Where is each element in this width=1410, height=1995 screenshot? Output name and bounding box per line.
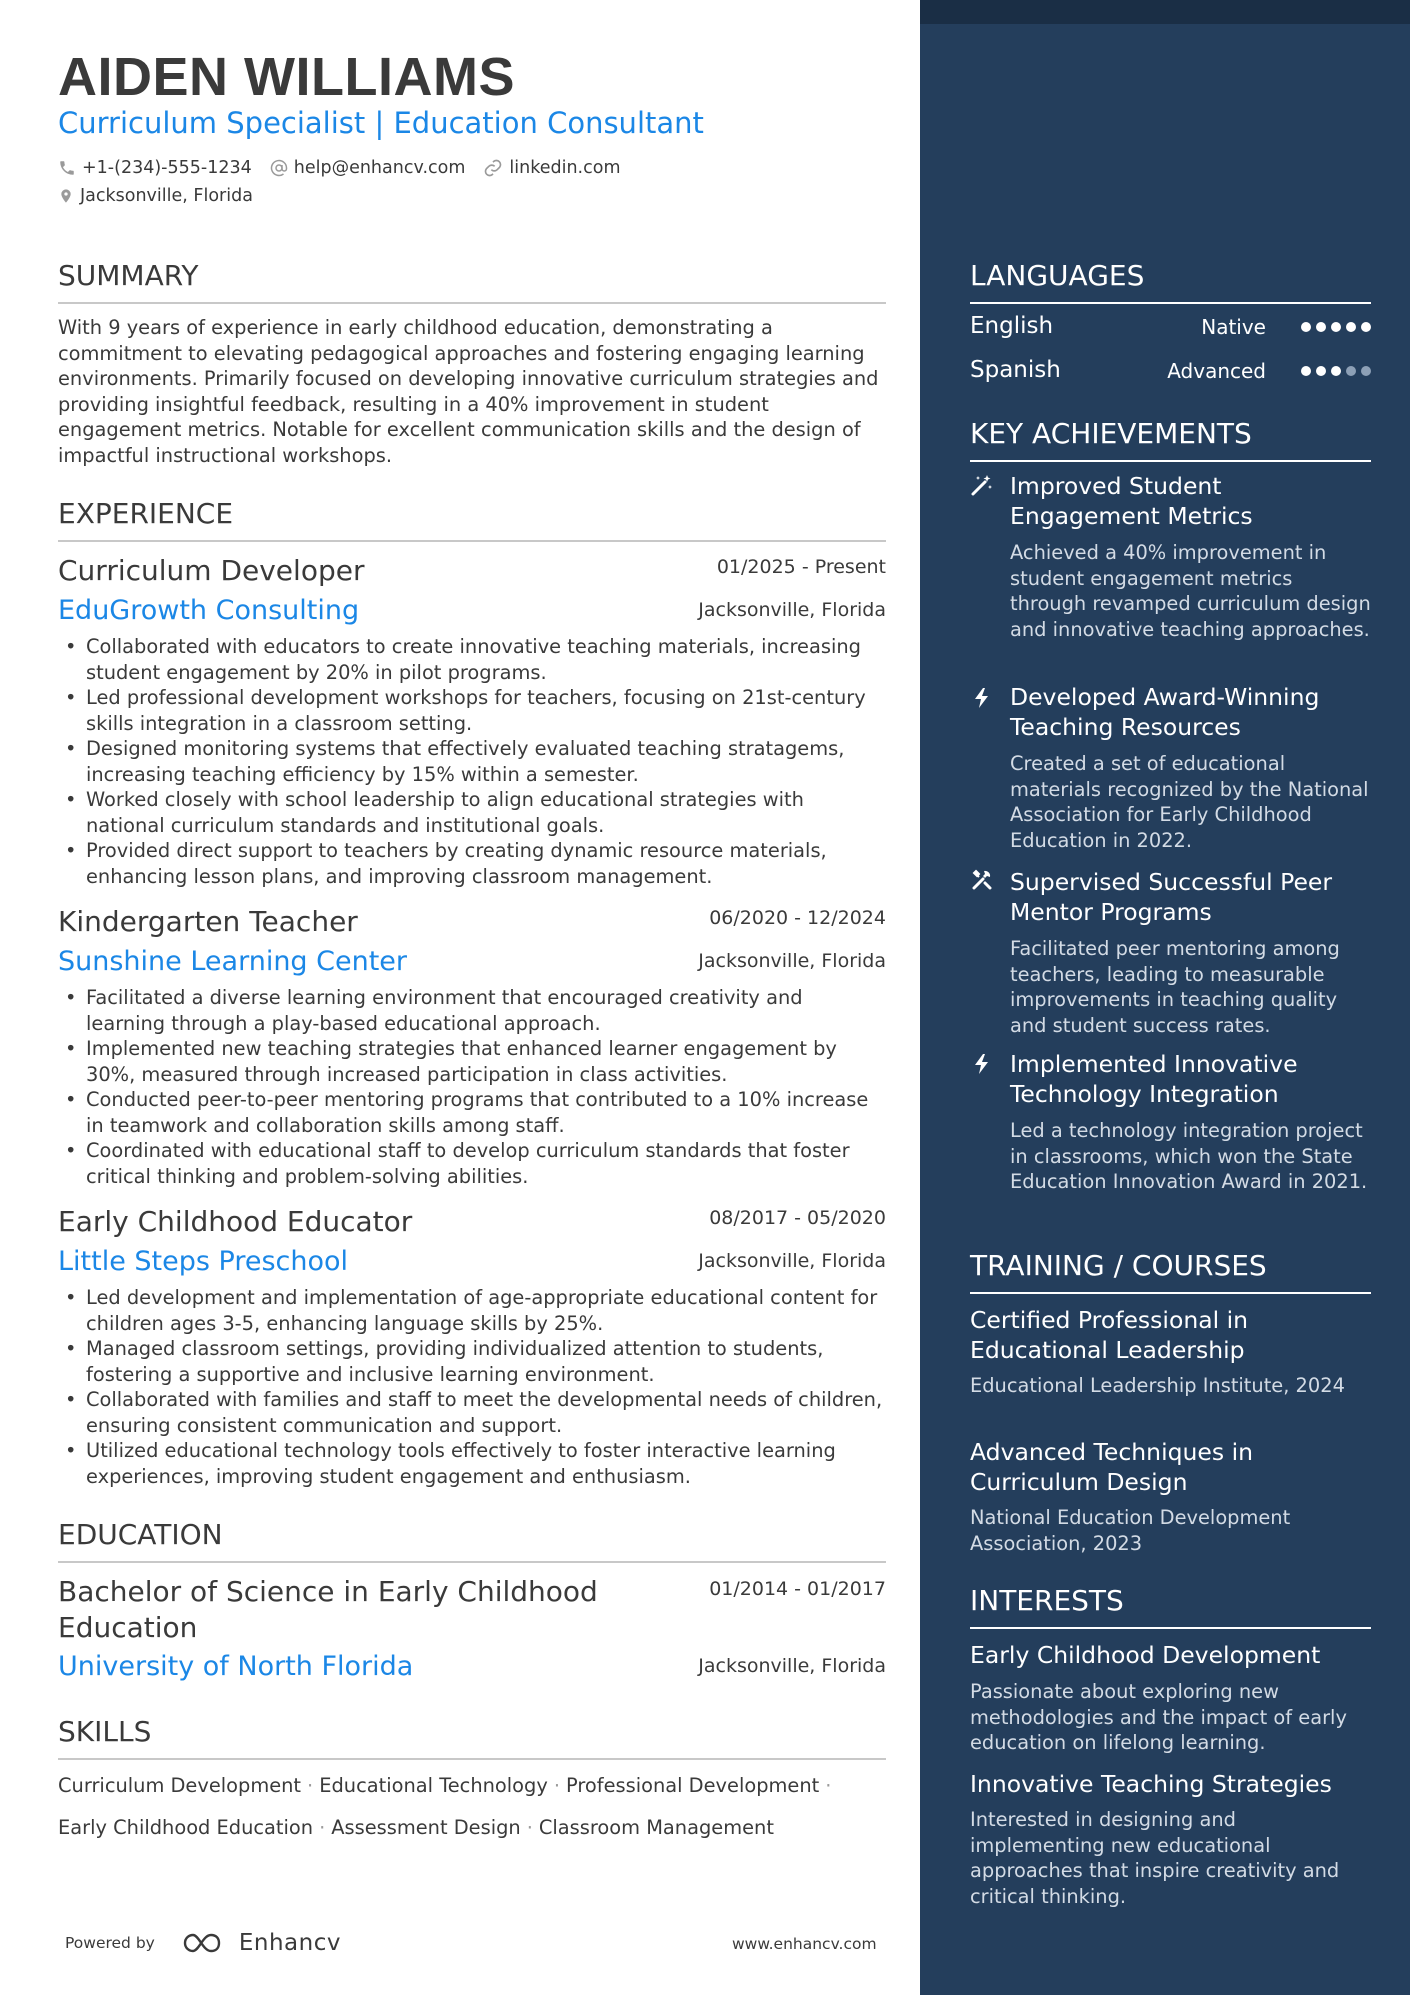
achievement-desc: Led a technology integration project in classrooms, which won the State Education Innovation Award in 2021. [1010,1119,1368,1193]
training-title: Advanced Techniques in Curriculum Design [970,1438,1254,1496]
skill-separator: · [319,1816,326,1839]
education-heading: EDUCATION [58,1518,886,1563]
contact-email[interactable] [270,158,466,178]
job-company[interactable]: Sunshine Learning Center [58,946,408,977]
achievements-heading: KEY ACHIEVEMENTS [970,417,1371,462]
job-title: Early Childhood Educator [58,1205,413,1238]
rating-dot [1301,322,1311,332]
rating-dot [1301,366,1311,376]
rating-dot [1361,322,1371,332]
footer-powered-by [65,1930,341,1956]
rating-dot [1316,366,1326,376]
achievement-title: Improved Student Engagement Metrics [1010,472,1253,530]
map-pin-icon [58,186,74,206]
achievement-desc: Achieved a 40% improvement in student engagement metrics through revamped curriculum design and innovative teaching approaches. [1010,541,1371,641]
education-school[interactable]: University of North Florida [58,1651,414,1682]
skill-item: Classroom Management [538,1816,774,1839]
job-location: Jacksonville, Florida [698,950,886,972]
experience-heading: EXPERIENCE [58,497,886,542]
rating-dot [1331,322,1341,332]
phone-text: +1-(234)-555-1234 [82,158,252,178]
achievement-title: Developed Award-Winning Teaching Resources [1010,683,1320,741]
email-text: help@enhancv.com [293,158,466,178]
achievement-title: Supervised Successful Peer Mentor Programs [1010,868,1333,926]
lightning-bolt-icon [970,1052,994,1076]
language-row [970,357,1371,387]
interest-title: Innovative Teaching Strategies [970,1770,1332,1798]
bullet-item: • Conducted peer-to-peer mentoring programs that contributed to a 10% increase in teamwork and collaboration skills among staff. [58,1087,886,1138]
language-level: Advanced [1167,359,1266,383]
job-bullets [58,634,886,889]
training-heading: TRAINING / COURSES [970,1249,1371,1294]
languages-heading: LANGUAGES [970,259,1371,304]
powered-by-label: Powered by [65,1934,155,1952]
rating-dot [1316,322,1326,332]
achievement-desc: Facilitated peer mentoring among teachers, leading to measurable improvements in teaching quality and student success rates. [1010,937,1340,1037]
sidebar-top-strip [920,0,1410,24]
job-date: 08/2017 - 05/2020 [709,1207,886,1229]
job-company[interactable]: EduGrowth Consulting [58,595,360,626]
candidate-headline: Curriculum Specialist | Education Consultant [58,106,704,140]
sidebar [920,0,1410,1995]
bullet-item: • Facilitated a diverse learning environment that encouraged creativity and learning through a play-based educational approach. [58,985,886,1036]
tools-icon [970,868,994,892]
rating-dot [1361,366,1371,376]
interest-desc: Interested in designing and implementing new educational approaches that inspire creativity and critical thinking. [970,1808,1340,1908]
skill-item: Educational Technology [319,1774,548,1797]
bullet-item: • Implemented new teaching strategies that enhanced learner engagement by 30%, measured through increased participation in class activities. [58,1036,886,1087]
interest-desc: Passionate about exploring new methodologies and the impact of early education on lifelong learning. [970,1680,1347,1754]
enhancv-logo-text: Enhancv [238,1930,341,1956]
achievement-desc: Created a set of educational materials recognized by the National Association for Early Childhood Education in 2022. [1010,752,1369,852]
bullet-item: • Collaborated with families and staff to meet the developmental needs of children, ensuring consistent communication and support. [58,1387,886,1438]
job-date: 06/2020 - 12/2024 [709,907,886,929]
interests-heading: INTERESTS [970,1584,1371,1629]
skill-separator: · [307,1774,314,1797]
skill-separator: · [553,1774,560,1797]
language-name: English [970,313,1054,339]
education-location: Jacksonville, Florida [698,1655,886,1677]
contact-row [58,158,639,178]
contact-phone[interactable] [58,158,252,178]
job-location: Jacksonville, Florida [698,1250,886,1272]
skill-item: Assessment Design [331,1816,521,1839]
skills-line-1 [58,1774,837,1797]
training-desc: National Education Development Association, 2023 [970,1506,1291,1555]
at-sign-icon [270,159,288,177]
language-rating [1296,322,1371,332]
enhancv-logo-icon [181,1930,231,1956]
bullet-item: • Provided direct support to teachers by creating dynamic resource materials, enhancing lesson plans, and improving classroom management. [58,838,886,889]
rating-dot [1331,366,1341,376]
summary-heading: SUMMARY [58,259,886,304]
rating-dot [1346,366,1356,376]
bullet-item: • Led professional development workshops for teachers, focusing on 21st-century skills integration in a classroom setting. [58,685,886,736]
job-title: Curriculum Developer [58,554,365,587]
skill-item: Professional Development [565,1774,820,1797]
training-desc: Educational Leadership Institute, 2024 [970,1374,1345,1397]
lightning-bolt-icon [970,686,994,710]
bullet-item: • Coordinated with educational staff to develop curriculum standards that foster critical thinking and problem-solving abilities. [58,1138,886,1189]
skills-heading: SKILLS [58,1715,886,1760]
job-bullets [58,1285,886,1489]
candidate-name: AIDEN WILLIAMS [58,47,515,107]
summary-text: With 9 years of experience in early childhood education, demonstrating a commitment to elevating pedagogical approaches and fostering engaging learning environments. Primarily focused on developing innovative curriculum strategies and providing insightful feedback, resulting in a 40% improvement in student engagement metrics. Notable for excellent communication skills and the design of impactful instructional workshops. [58,316,879,467]
phone-icon [58,159,76,177]
bullet-item: • Led development and implementation of age-appropriate educational content for children ages 3-5, enhancing language skills by 25%. [58,1285,886,1336]
skill-item: Curriculum Development [58,1774,302,1797]
footer-url[interactable]: www.enhancv.com [732,1935,877,1953]
language-name: Spanish [970,357,1061,383]
bullet-item: • Managed classroom settings, providing individualized attention to students, fostering a supportive and inclusive learning environment. [58,1336,886,1387]
skill-separator: · [825,1774,832,1797]
bullet-item: • Collaborated with educators to create innovative teaching materials, increasing student engagement by 20% in pilot programs. [58,634,886,685]
location-text: Jacksonville, Florida [80,186,253,206]
magic-wand-icon [970,473,994,497]
rating-dot [1346,322,1356,332]
skill-item: Early Childhood Education [58,1816,314,1839]
language-row [970,313,1371,343]
training-title: Certified Professional in Educational Leadership [970,1306,1249,1364]
contact-location [58,186,271,206]
language-rating [1296,366,1371,376]
bullet-item: • Utilized educational technology tools effectively to foster interactive learning experiences, improving student engagement and enthusiasm. [58,1438,886,1489]
skill-separator: · [526,1816,533,1839]
bullet-item: • Designed monitoring systems that effectively evaluated teaching stratagems, increasing teaching efficiency by 15% within a semester. [58,736,886,787]
job-company[interactable]: Little Steps Preschool [58,1246,349,1277]
skills-line-2 [58,1816,774,1839]
education-degree: Bachelor of Science in Early Childhood Education [58,1575,598,1644]
interest-title: Early Childhood Development [970,1641,1321,1669]
job-date: 01/2025 - Present [716,556,886,578]
achievement-title: Implemented Innovative Technology Integration [1010,1050,1298,1108]
bullet-item: • Worked closely with school leadership to align educational strategies with national curriculum standards and institutional goals. [58,787,886,838]
education-date: 01/2014 - 01/2017 [709,1578,886,1600]
job-location: Jacksonville, Florida [698,599,886,621]
job-bullets [58,985,886,1189]
link-icon [483,158,503,178]
language-level: Native [1201,315,1266,339]
job-title: Kindergarten Teacher [58,905,358,938]
linkedin-text: linkedin.com [509,158,621,178]
contact-linkedin[interactable] [483,158,620,178]
location-item [58,186,253,206]
